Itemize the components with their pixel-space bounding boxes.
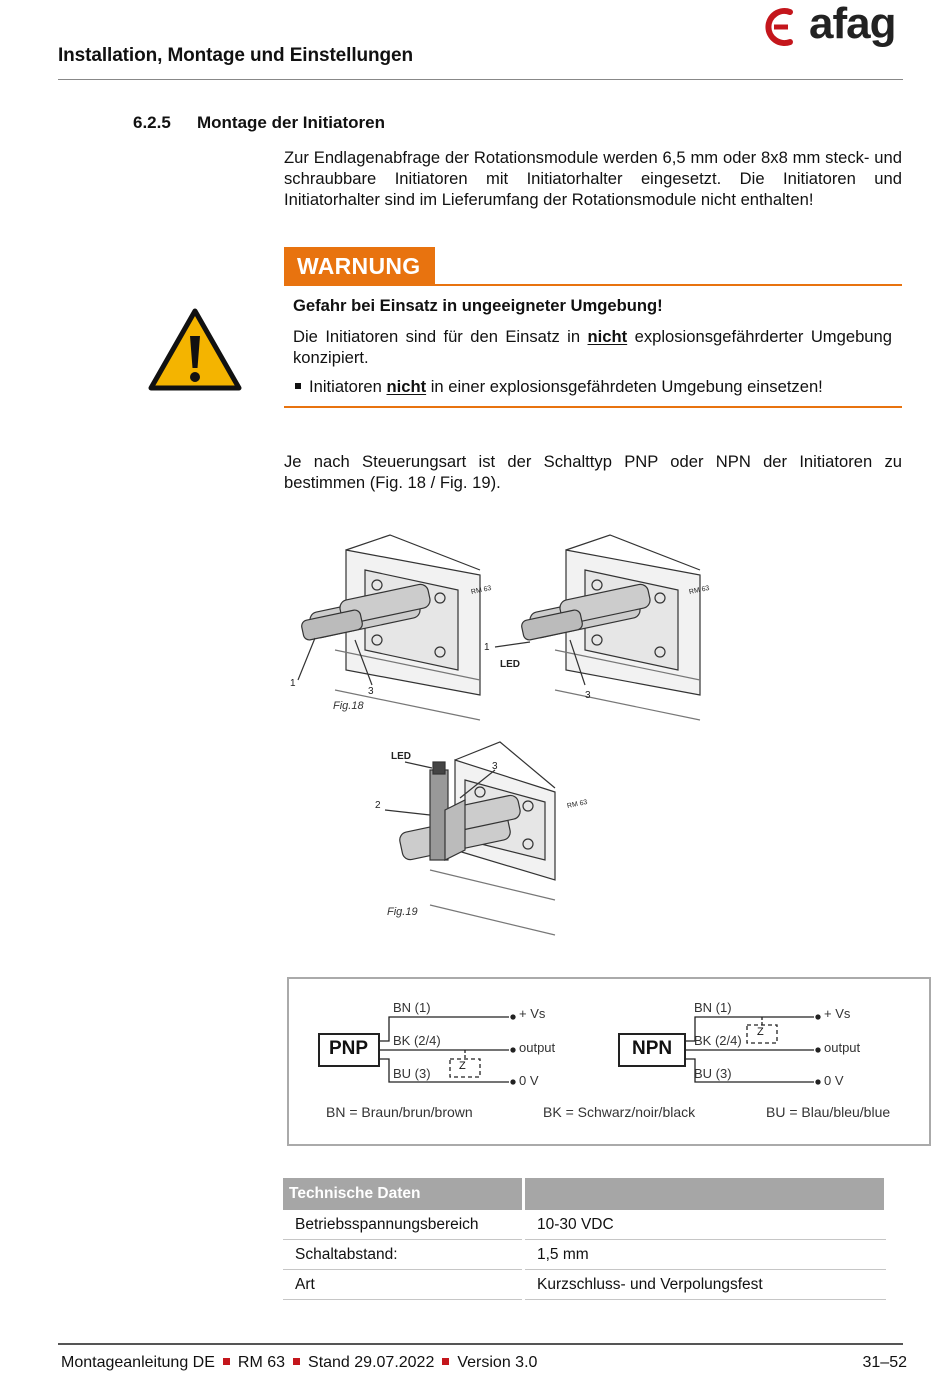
fig19-callout-3: 3 <box>492 761 498 772</box>
warning-text-part: explosionsgefährderter Umgebung konzipiert. <box>293 327 892 367</box>
warning-text <box>293 326 892 368</box>
npn-label: NPN <box>632 1038 673 1059</box>
section-number: 6.2.5 <box>133 113 171 132</box>
fig18-led-label: LED <box>500 659 520 670</box>
table-cell-label: Betriebsspannungsbereich <box>283 1210 524 1240</box>
fig19-callout-2: 2 <box>375 800 381 811</box>
fig18-right-drawing <box>495 535 700 720</box>
page-header-title: Installation, Montage und Einstellungen <box>58 45 413 66</box>
npn-0v: 0 V <box>824 1073 844 1088</box>
npn-vs: + Vs <box>824 1006 851 1021</box>
plate-label: RM 63 <box>688 584 711 597</box>
pnp-output: output <box>519 1040 556 1055</box>
logo-wordmark: afag <box>809 0 896 48</box>
fig18-left-drawing <box>298 535 480 720</box>
fig18-caption: Fig.18 <box>333 700 364 712</box>
npn-z: Z <box>757 1026 764 1038</box>
footer-doc: Montageanleitung DE <box>61 1354 215 1371</box>
table-row <box>283 1210 886 1240</box>
pnp-bk: BK (2/4) <box>393 1033 441 1048</box>
sensor-mounting-figures <box>280 530 740 950</box>
fig18-callout-3: 3 <box>368 686 374 697</box>
pnp-vs: + Vs <box>519 1006 546 1021</box>
footer-version: Version 3.0 <box>457 1354 538 1371</box>
bullet-square-icon <box>295 383 301 389</box>
fig18-callout-1: 1 <box>290 678 296 689</box>
table-cell-value: Kurzschluss- und Verpolungsfest <box>524 1270 886 1300</box>
footer-divider <box>58 1343 903 1345</box>
footer-square-icon <box>442 1358 449 1365</box>
technical-data-table <box>283 1178 887 1300</box>
table-header-row <box>283 1178 886 1210</box>
warning-top-rule <box>284 284 902 286</box>
warning-bullet-part: Initiatoren <box>309 377 387 396</box>
footer-date: Stand 29.07.2022 <box>308 1354 435 1371</box>
table-header-cell: Technische Daten <box>283 1178 524 1210</box>
table-cell-value: 1,5 mm <box>524 1240 886 1270</box>
section-title: Montage der Initiatoren <box>197 113 385 132</box>
npn-bk: BK (2/4) <box>694 1033 742 1048</box>
pnp-0v: 0 V <box>519 1073 539 1088</box>
npn-bu: BU (3) <box>694 1066 732 1081</box>
footer <box>61 1354 537 1372</box>
header-divider <box>58 79 903 80</box>
table-header-cell-empty <box>524 1178 886 1210</box>
warning-bullet-emphasis: nicht <box>386 377 427 396</box>
pnp-bu: BU (3) <box>393 1066 431 1081</box>
warning-heading: Gefahr bei Einsatz in ungeeigneter Umgebung! <box>293 296 663 315</box>
fig19-led-label: LED <box>391 751 411 762</box>
table-cell-label: Schaltabstand: <box>283 1240 524 1270</box>
warning-bullet-part: in einer explosionsgefährdeten Umgebung einsetzen! <box>426 377 823 396</box>
wiring-diagram <box>287 977 931 1146</box>
warning-label: WARNUNG <box>284 247 435 285</box>
pnp-label: PNP <box>329 1038 369 1059</box>
table-row <box>283 1240 886 1270</box>
table-cell-label: Art <box>283 1270 524 1300</box>
footer-square-icon <box>223 1358 230 1365</box>
warning-bullet <box>293 377 823 397</box>
fig19-caption: Fig.19 <box>387 906 418 918</box>
pnp-bn: BN (1) <box>393 1000 431 1015</box>
afag-logo <box>754 0 904 49</box>
npn-bn: BN (1) <box>694 1000 732 1015</box>
footer-model: RM 63 <box>237 1354 286 1371</box>
switch-type-paragraph: Je nach Steuerungsart ist der Schalttyp PNP oder NPN der Initiatoren zu bestimmen (Fig. 18 / Fig. 19). <box>284 452 902 492</box>
warning-text-part: Die Initiatoren sind für den Einsatz in <box>293 327 588 346</box>
afag-logo-icon <box>754 5 810 49</box>
fig18-callout-1b: 1 <box>484 642 490 653</box>
warning-text-emphasis: nicht <box>587 327 628 346</box>
legend-bu: BU = Blau/bleu/blue <box>766 1104 891 1120</box>
warning-triangle-icon <box>148 308 242 392</box>
plate-label: RM 63 <box>566 798 589 811</box>
legend-bn: BN = Braun/brun/brown <box>326 1104 473 1120</box>
footer-square-icon <box>293 1358 300 1365</box>
table-row <box>283 1270 886 1300</box>
page-number: 31–52 <box>862 1354 907 1371</box>
fig18-callout-3b: 3 <box>585 690 591 701</box>
warning-bottom-rule <box>284 406 902 408</box>
table-cell-value: 10-30 VDC <box>524 1210 886 1240</box>
plate-label: RM 63 <box>470 584 493 597</box>
legend-bk: BK = Schwarz/noir/black <box>543 1104 696 1120</box>
intro-paragraph: Zur Endlagenabfrage der Rotationsmodule werden 6,5 mm oder 8x8 mm steck- und schraubbare Initiatoren mit Initiatorhalter eingesetzt. Die Initiatoren und Initiatorhalter sind im Lieferumfang der Rotationsmodule nicht enthalten! <box>284 148 902 209</box>
npn-output: output <box>824 1040 861 1055</box>
pnp-z: Z <box>459 1060 466 1072</box>
